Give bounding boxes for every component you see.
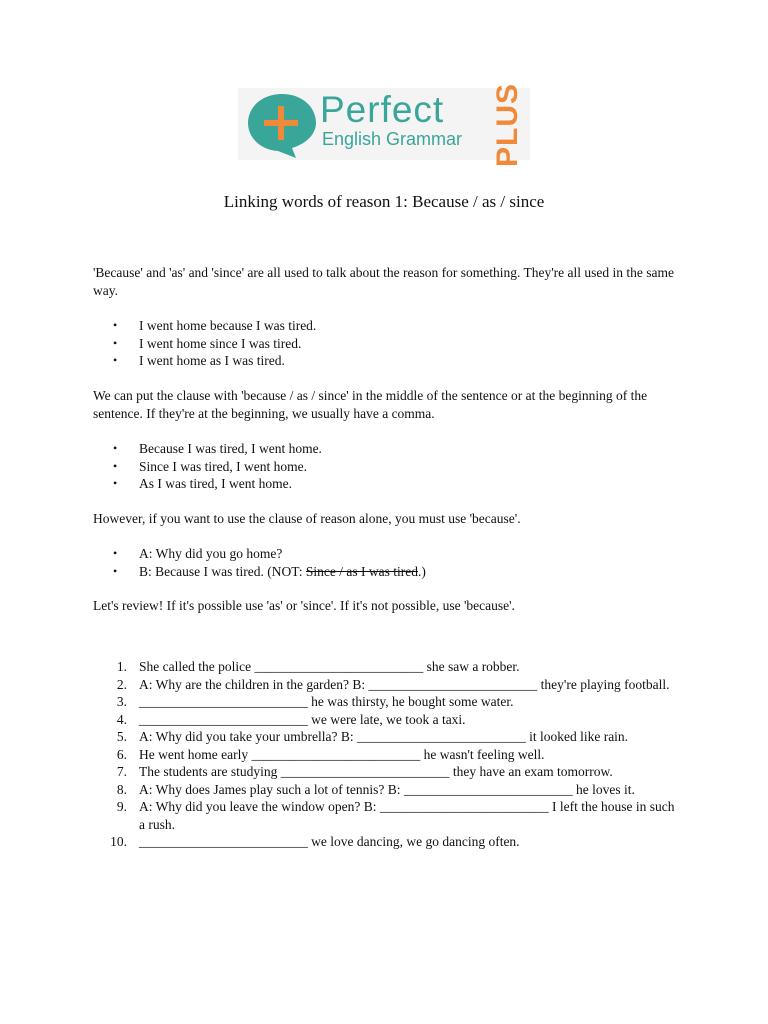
review-paragraph: Let's review! If it's possible use 'as' or 'since'. If it's not possible, use 'because'. xyxy=(93,598,515,613)
exercise-number: 2. xyxy=(116,676,127,692)
exercise-text: A: Why did you leave the window open? B: _________________________ I left the house in such a rush. xyxy=(139,799,675,832)
exercise-item xyxy=(93,746,683,764)
exercise-item xyxy=(93,763,683,781)
list-item: • I went home since I was tired. xyxy=(93,335,316,353)
exercise-text: A: Why did you take your umbrella? B: _________________________ it looked like rain. xyxy=(139,729,629,744)
exercise-text: _________________________ we were late, we took a taxi. xyxy=(139,711,466,727)
intro-paragraph: 'Because' and 'as' and 'since' are all used to talk about the reason for something. They're all used in the same way. xyxy=(93,265,674,298)
logo-tagline: English Grammar xyxy=(322,129,463,149)
exercise-text: He went home early _________________________ he wasn't feeling well. xyxy=(139,746,545,762)
list-item: • Since I was tired, I went home. xyxy=(93,458,322,476)
exercise-number: 4. xyxy=(116,711,127,727)
list-item: • Because I was tired, I went home. xyxy=(93,440,322,458)
exercise-number: 3. xyxy=(116,694,127,709)
exercise-list xyxy=(93,658,683,851)
alone-paragraph: However, if you want to use the clause of reason alone, you must use 'because'. xyxy=(93,511,521,526)
speech-bubble-plus-icon xyxy=(244,90,320,158)
exercise-item xyxy=(93,711,683,729)
exercise-item xyxy=(93,693,683,711)
exercise-text: A: Why are the children in the garden? B: _________________________ they're playing football. xyxy=(139,676,670,692)
exercise-number: 6. xyxy=(116,746,127,762)
exercise-number: 7. xyxy=(116,764,127,779)
examples-list-2 xyxy=(93,440,322,493)
exercise-item xyxy=(93,798,683,833)
struck-text: Since / as I was tired xyxy=(305,563,418,579)
dialog-answer-end: .) xyxy=(418,563,426,579)
list-item: • As I was tired, I went home. xyxy=(93,475,322,493)
exercise-item xyxy=(93,728,683,746)
exercise-item xyxy=(93,833,683,851)
list-item: • A: Why did you go home? xyxy=(93,545,426,563)
logo-plus-text: PLUS xyxy=(491,82,524,168)
position-paragraph: We can put the clause with 'because / as / since' in the middle of the sentence or at the beginning of the sentence. If they're at the beginning, we usually have a comma. xyxy=(93,388,648,421)
exercise-item xyxy=(93,781,683,799)
dialog-list xyxy=(93,545,426,580)
logo-plus-badge xyxy=(490,82,526,168)
examples-list-1 xyxy=(93,317,316,370)
exercise-text: A: Why does James play such a lot of tennis? B: _________________________ he loves it. xyxy=(139,781,635,797)
list-item: • I went home as I was tired. xyxy=(93,352,316,370)
exercise-text: She called the police _________________________ she saw a robber. xyxy=(139,659,520,674)
dialog-answer: B: Because I was tired. (NOT: xyxy=(139,563,306,579)
perfect-english-grammar-logo xyxy=(238,82,530,168)
exercise-number: 10. xyxy=(110,834,127,849)
exercise-text: _________________________ we love dancing, we go dancing often. xyxy=(139,834,520,849)
exercise-item xyxy=(93,676,683,694)
exercise-item xyxy=(93,658,683,676)
exercise-number: 9. xyxy=(116,799,127,814)
exercise-number: 8. xyxy=(116,781,127,797)
exercise-number: 5. xyxy=(116,729,127,744)
exercise-text: The students are studying _________________________ they have an exam tomorrow. xyxy=(139,764,613,779)
page-title: Linking words of reason 1: Because / as / since xyxy=(223,192,545,211)
logo-word: Perfect xyxy=(320,89,445,130)
list-item: • I went home because I was tired. xyxy=(93,317,316,335)
exercise-number: 1. xyxy=(116,659,127,674)
exercise-text: _________________________ he was thirsty, he bought some water. xyxy=(139,694,514,709)
list-item xyxy=(93,563,426,581)
